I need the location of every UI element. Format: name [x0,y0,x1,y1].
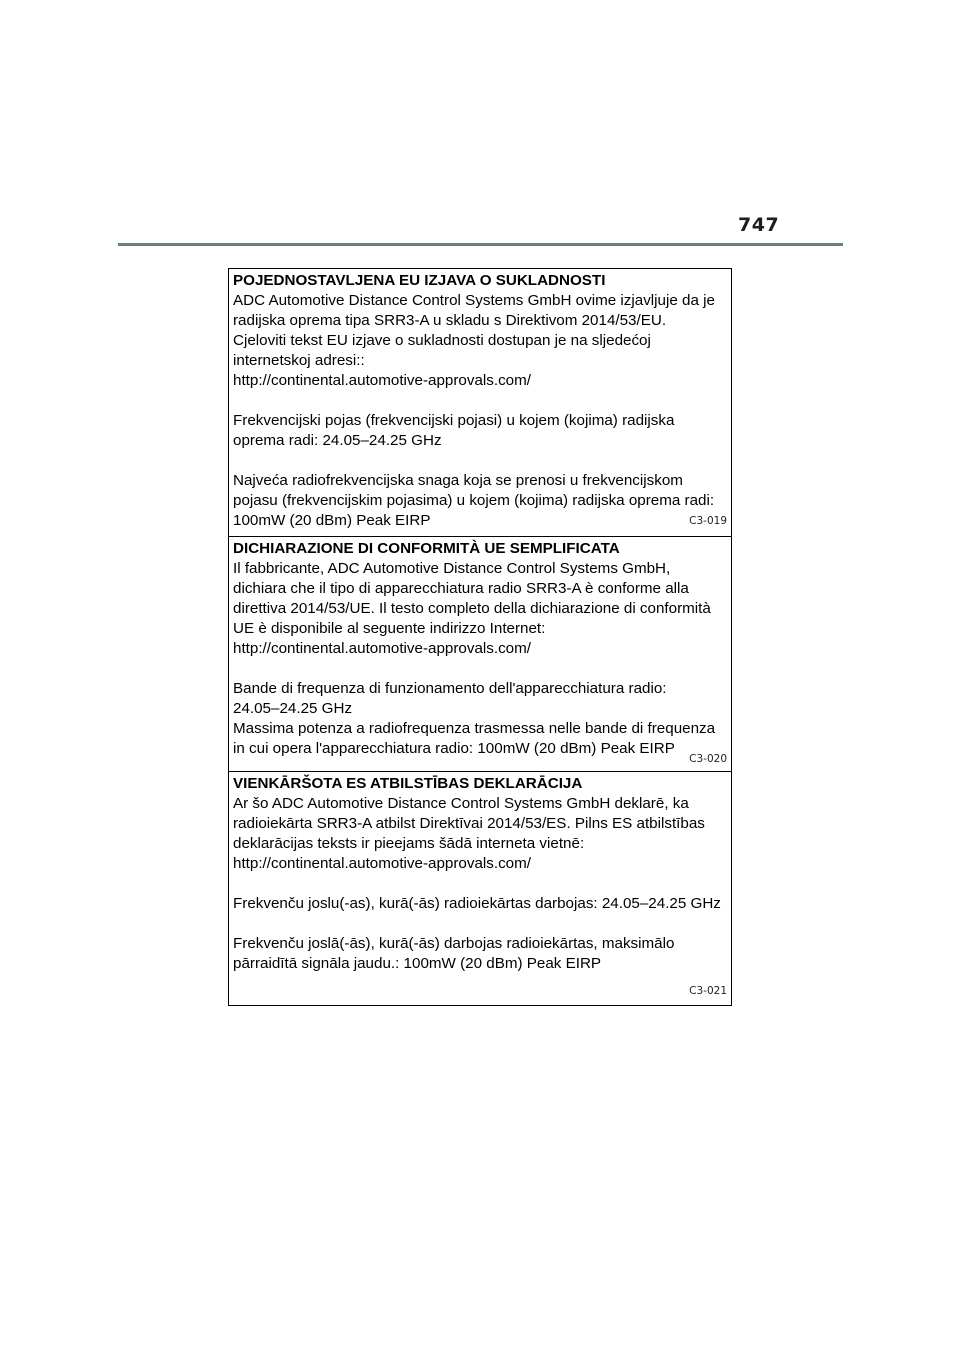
paragraph: Frekvencijski pojas (frekvencijski pojasi) u kojem (kojima) radijska oprema radi: 24.05–24.25 GHz [233,412,675,449]
paragraph: Il fabbricante, ADC Automotive Distance Control Systems GmbH, dichiara che il tipo di apparecchiatura radio SRR3-A è conforme alla direttiva 2014/53/UE. Il testo completo della dichiarazione di conformità UE è disponibile al seguente indirizzo Internet: http://continental.automotive-approvals.com/ [233,560,711,657]
declaration-section-italian [229,536,731,771]
page-number: 747 [738,214,780,236]
paragraph: ADC Automotive Distance Control Systems GmbH ovime izjavljuje da je radijska oprema tipa SRR3-A u skladu s Direktivom 2014/53/EU. Cjeloviti tekst EU izjave o sukladnosti dostupan je na sljedećoj internetskoj adresi:: http://continental.automotive-approvals.com/ [233,292,715,389]
section-title: VIENKĀRŠOTA ES ATBILSTĪBAS DEKLARĀCIJA [233,775,583,792]
section-title: DICHIARAZIONE DI CONFORMITÀ UE SEMPLIFICATA [233,540,620,557]
paragraph: Frekvenču joslā(-ās), kurā(-ās) darbojas radioiekārtas, maksimālo pārraidītā signāla jaudu.: 100mW (20 dBm) Peak EIRP [233,935,675,972]
paragraph: Ar šo ADC Automotive Distance Control Systems GmbH deklarē, ka radioiekārta SRR3-A atbilst Direktīvai 2014/53/ES. Pilns ES atbilstības deklarācijas teksts ir pieejams šādā interneta vietnē: http://continental.automotive-approvals.com/ [233,795,705,872]
paragraph: Frekvenču joslu(-as), kurā(-ās) radioiekārtas darbojas: 24.05–24.25 GHz [233,895,721,912]
section-code: C3-020 [689,753,727,765]
header-divider [118,243,843,246]
declaration-section-croatian [229,269,731,536]
declaration-section-latvian [229,771,731,1005]
paragraph: Bande di frequenza di funzionamento dell'apparecchiatura radio: 24.05–24.25 GHz Massima potenza a radiofrequenza trasmessa nelle bande di frequenza in cui opera l'apparecchiatura radio: 100mW (20 dBm) Peak EIRP [233,680,716,757]
paragraph: Najveća radiofrekvencijska snaga koja se prenosi u frekvencijskom pojasu (frekvencijskim pojasima) u kojem (kojima) radijska oprema radi: 100mW (20 dBm) Peak EIRP [233,472,715,529]
section-code: C3-021 [689,985,727,997]
section-title: POJEDNOSTAVLJENA EU IZJAVA O SUKLADNOSTI [233,272,606,289]
declaration-table [228,268,732,1006]
section-code: C3-019 [689,515,727,527]
